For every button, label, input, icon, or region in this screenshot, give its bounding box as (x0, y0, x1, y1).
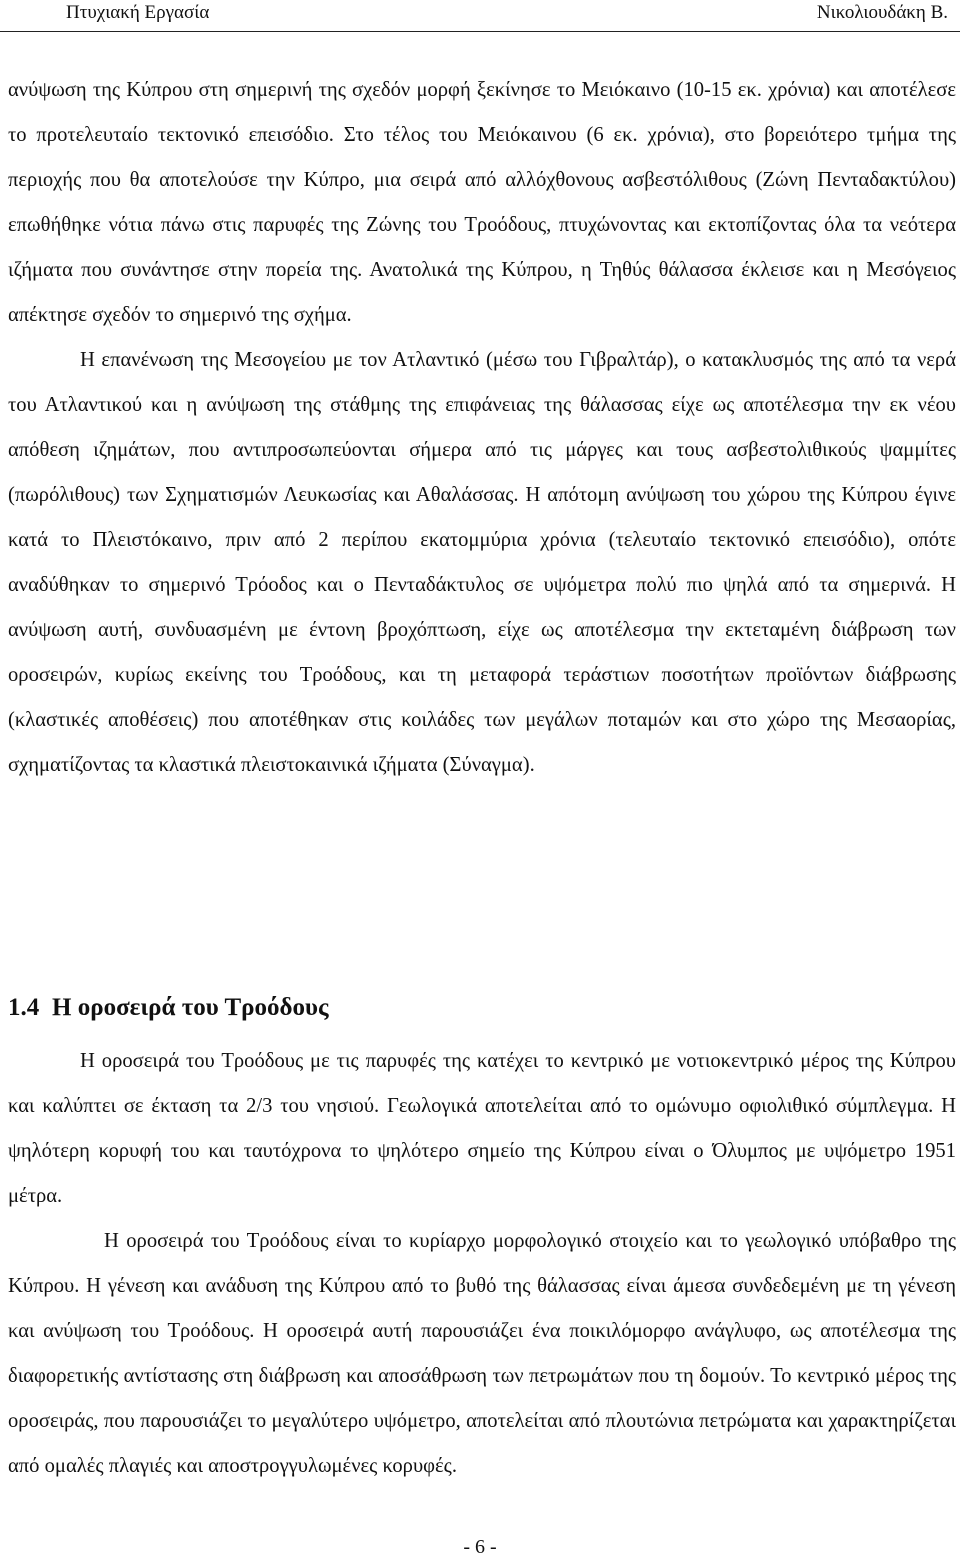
header-author: Νικολιουδάκη Β. (816, 2, 948, 23)
paragraph-mediterranean-reconnection: Η επανένωση της Μεσογείου με τον Ατλαντικό (μέσω του Γιβραλτάρ), ο κατακλυσμός της από τα νερά του Ατλαντικού και η ανύψωση της στάθμης της επιφάνειας της θάλασσας είχε ως αποτέλεσμα την εκ νέου απόθεση ιζημάτων, που αντιπροσωπεύονται σήμερα από τις μάργες και τους ασβεστολιθικούς ψαμμίτες (πωρόλιθους) των Σχηματισμών Λευκωσίας και Αθαλάσσας. Η απότομη ανύψωση του χώρου της Κύπρου έγινε κατά το Πλειστόκαινο, πριν από 2 περίπου εκατομμύρια χρόνια (τελευταίο τεκτονικό επεισόδιο), οπότε αναδύθηκαν το σημερινό Τρόοδος και ο Πενταδάκτυλος σε υψόμετρα πολύ πιο ψηλά από τα σημερινά. Η ανύψωση αυτή, συνδυασμένη με έντονη βροχόπτωση, είχε ως αποτέλεσμα την εκτεταμένη διάβρωση των οροσειρών, κυρίως εκείνης του Τροόδους, και τη μεταφορά τεράστιων ποσοτήτων προϊόντων διάβρωσης (κλαστικές αποθέσεις) που αποτέθηκαν στις κοιλάδες των μεγάλων ποταμών και στο χώρο της Μεσαορίας, σχηματίζοντας τα κλαστικά πλειστοκαινικά ιζήματα (Σύναγμα). (8, 349, 956, 776)
paragraph-troodos-extent: Η οροσειρά του Τροόδους με τις παρυφές της κατέχει το κεντρικό με νοτιοκεντρικό μέρος της Κύπρου και καλύπτει σε έκταση τα 2/3 του νησιού. Γεωλογικά αποτελείται από το ομώνυμο οφιολιθικό σύμπλεγμα. Η ψηλότερη κορυφή του και ταυτόχρονα το ψηλότερο σημείο της Κύπρου είναι ο Όλυμπος με υψόμετρο 1951 μέτρα. (8, 1050, 956, 1207)
page-number: - 6 - (463, 1536, 497, 1558)
paragraph-uplift-miocene: ανύψωση της Κύπρου στη σημερινή της σχεδόν μορφή ξεκίνησε το Μειόκαινο (10-15 εκ. χρόνια) και αποτέλεσε το προτελευταίο τεκτονικό επεισόδιο. Στο τέλος του Μειόκαινου (6 εκ. χρόνια), στο βορειότερο τμήμα της περιοχής που θα αποτελούσε την Κύπρο, μια σειρά από αλλόχθονους ασβεστόλιθους (Ζώνη Πενταδακτύλου) επωθήθηκε νότια πάνω στις παρυφές της Ζώνης του Τροόδους, πτυχώνοντας και εκτοπίζοντας όλα τα νεότερα ιζήματα που συνάντησε στην πορεία της. Ανατολικά της Κύπρου, η Τηθύς θάλασσα έκλεισε και η Μεσόγειος απέκτησε σχεδόν το σημερινό της σχήμα. (8, 79, 956, 326)
page-header (0, 0, 960, 30)
paragraph-troodos-morphology: Η οροσειρά του Τροόδους είναι το κυρίαρχο μορφολογικό στοιχείο και το γεωλογικό υπόβαθρο της Κύπρου. Η γένεση και ανάδυση της Κύπρου από το βυθό της θάλασσας είναι άμεσα συνδεδεμένη με τη γένεση και ανύψωση του Τροόδους. Η οροσειρά αυτή παρουσιάζει ένα ποικιλόμορφο ανάγλυφο, ως αποτέλεσμα της διαφορετικής αντίστασης στη διάβρωση και αποσάθρωση των πετρωμάτων που τη δομούν. Το κεντρικό μέρος της οροσειράς, που παρουσιάζει το μεγαλύτερο υψόμετρο, αποτελείται από πλουτώνια πετρώματα και χαρακτηρίζεται από ομαλές πλαγιές και αποστρογγυλωμένες κορυφές. (8, 1230, 956, 1477)
section-title: Η οροσειρά του Τροόδους (52, 994, 329, 1021)
header-divider (0, 31, 960, 32)
section-heading (8, 994, 329, 1022)
header-thesis-label: Πτυχιακή Εργασία (66, 2, 210, 23)
main-text (8, 68, 956, 788)
section-text (8, 1039, 956, 1489)
section-number: 1.4 (8, 994, 40, 1021)
